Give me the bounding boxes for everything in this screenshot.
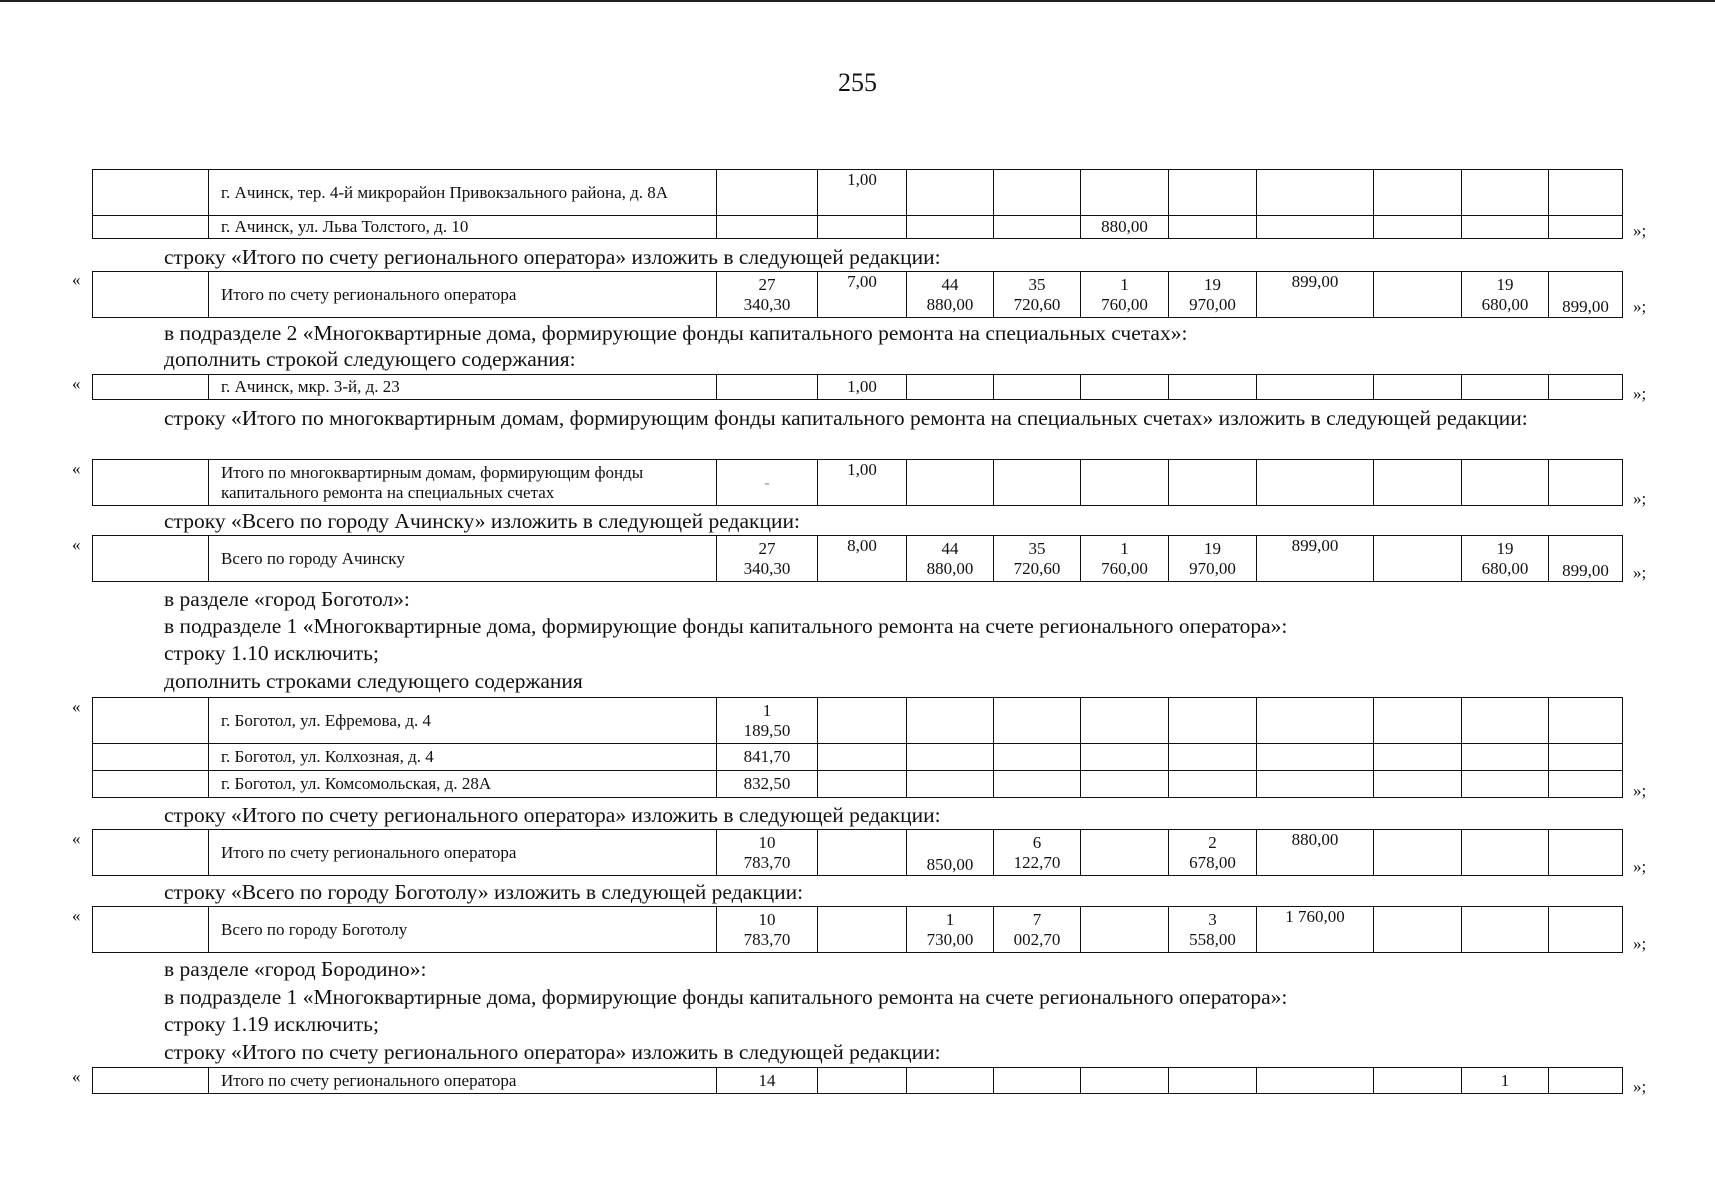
value-cell: 899,00 xyxy=(1549,536,1623,582)
table-total-achinsk xyxy=(92,535,1623,582)
value-cell: 44 xyxy=(941,274,959,294)
value-cell: 1 xyxy=(1462,1068,1549,1094)
open-quote-mark: « xyxy=(72,829,81,848)
row-label: Итого по счету регионального оператора xyxy=(209,272,717,318)
table-row xyxy=(93,375,1623,400)
address-cell: г. Ачинск, ул. Льва Толстого, д. 10 xyxy=(209,216,717,239)
value-cell: 44 xyxy=(941,538,959,558)
value-cell: 35 xyxy=(1028,538,1046,558)
value-cell: 2 xyxy=(1208,832,1217,852)
value-cell: 10 xyxy=(758,909,776,929)
value-cell: 27 xyxy=(758,274,776,294)
text-line: строку 1.19 исключить; xyxy=(164,1012,379,1036)
value-cell: 899,00 xyxy=(1549,272,1623,318)
page-number: 255 xyxy=(838,68,877,97)
value-cell: 10 xyxy=(758,832,776,852)
text-line: строку 1.10 исключить; xyxy=(164,641,379,665)
value-cell: 1 760,00 xyxy=(1257,907,1374,953)
text-line: в подразделе 2 «Многоквартирные дома, формирующие фонды капитального ремонта на специальных счетах»: xyxy=(164,321,1188,345)
open-quote-mark: « xyxy=(72,535,81,554)
value-cell: 680,00 xyxy=(1481,294,1529,314)
value-cell: 783,70 xyxy=(743,929,791,949)
table-row xyxy=(93,170,1623,216)
row-label: Итого по многоквартирным домам, формирующим фонды капитального ремонта на специальных счетах xyxy=(209,460,717,506)
text-line: строку «Всего по городу Ачинску» изложить в следующей редакции: xyxy=(164,509,800,533)
close-quote-mark: »; xyxy=(1633,1077,1647,1096)
value-cell: 783,70 xyxy=(743,852,791,872)
table-bogotol-total-regional xyxy=(92,829,1623,876)
close-quote-mark: »; xyxy=(1633,934,1647,953)
text-line: в разделе «город Бородино»: xyxy=(164,957,427,981)
text-line: дополнить строками следующего содержания xyxy=(164,669,583,693)
value-cell: 558,00 xyxy=(1189,929,1236,949)
value-cell: 720,60 xyxy=(1013,558,1061,578)
row-label: Всего по городу Ачинску xyxy=(209,536,717,582)
value-cell: 880,00 xyxy=(1257,830,1374,876)
value-cell: 3 xyxy=(1208,909,1217,929)
value-cell: 19 xyxy=(1496,538,1514,558)
value-cell: 340,30 xyxy=(743,558,791,578)
address-cell: г. Боготол, ул. Комсомольская, д. 28А xyxy=(209,771,717,798)
row-label: Всего по городу Боготолу xyxy=(209,907,717,953)
value-cell: 27 xyxy=(758,538,776,558)
value-cell: 899,00 xyxy=(1257,272,1374,318)
address-cell: г. Ачинск, тер. 4-й микрорайон Привокзального района, д. 8А xyxy=(209,170,717,216)
table-row xyxy=(93,744,1623,771)
table-row xyxy=(93,698,1623,744)
address-cell: г. Боготол, ул. Колхозная, д. 4 xyxy=(209,744,717,771)
value-cell: 35 xyxy=(1028,274,1046,294)
text-line: строку «Всего по городу Боготолу» изложить в следующей редакции: xyxy=(164,880,804,904)
value-cell: 970,00 xyxy=(1189,294,1236,314)
text-line: в подразделе 1 «Многоквартирные дома, формирующие фонды капитального ремонта на счете регионального оператора»: xyxy=(164,614,1288,638)
table-achinsk-mkr3 xyxy=(92,374,1623,400)
open-quote-mark: « xyxy=(72,697,81,716)
value-cell: 850,00 xyxy=(907,830,994,876)
value-cell: 14 xyxy=(717,1068,818,1094)
value-cell: 678,00 xyxy=(1189,852,1236,872)
value-cell: 7,00 xyxy=(818,272,907,318)
close-quote-mark: »; xyxy=(1633,563,1647,582)
text-line: в разделе «город Боготол»: xyxy=(164,587,410,611)
value-cell: 880,00 xyxy=(926,558,974,578)
value-cell: 880,00 xyxy=(926,294,974,314)
value-cell: 1,00 xyxy=(818,170,907,216)
value-cell: 19 xyxy=(1204,274,1221,294)
value-cell: 189,50 xyxy=(743,720,791,740)
value-cell: 1 xyxy=(762,700,772,720)
table-row xyxy=(93,272,1623,318)
text-line: строку «Итого по счету регионального оператора» изложить в следующей редакции: xyxy=(164,1040,941,1064)
value-cell: 340,30 xyxy=(743,294,791,314)
value-cell: 970,00 xyxy=(1189,558,1236,578)
value-cell: 841,70 xyxy=(717,744,818,771)
value-cell: 8,00 xyxy=(818,536,907,582)
text-line: строку «Итого по счету регионального оператора» изложить в следующей редакции: xyxy=(164,803,941,827)
close-quote-mark: »; xyxy=(1633,384,1647,403)
text-line: дополнить строкой следующего содержания: xyxy=(164,347,576,371)
table-achinsk-rows xyxy=(92,169,1623,239)
value-cell: 760,00 xyxy=(1101,294,1148,314)
value-cell: 6 xyxy=(1032,832,1042,852)
value-cell: 760,00 xyxy=(1101,558,1148,578)
value-cell: - xyxy=(717,460,818,506)
value-cell: 680,00 xyxy=(1481,558,1529,578)
value-cell: 1 xyxy=(945,909,955,929)
value-cell: 122,70 xyxy=(1013,852,1061,872)
table-row xyxy=(93,830,1623,876)
value-cell: 832,50 xyxy=(717,771,818,798)
value-cell: 899,00 xyxy=(1257,536,1374,582)
table-total-regional-operator xyxy=(92,271,1623,318)
address-cell: г. Боготол, ул. Ефремова, д. 4 xyxy=(209,698,717,744)
value-cell: 1,00 xyxy=(818,375,907,400)
table-total-special-accounts xyxy=(92,459,1623,506)
open-quote-mark: « xyxy=(72,270,81,289)
table-bogotol-rows xyxy=(92,697,1623,798)
row-label: Итого по счету регионального оператора xyxy=(209,830,717,876)
table-borodino-total-regional xyxy=(92,1067,1623,1094)
table-row xyxy=(93,460,1623,506)
value-cell: 880,00 xyxy=(1081,216,1169,239)
value-cell: 1 xyxy=(1120,538,1129,558)
table-row xyxy=(93,771,1623,798)
close-quote-mark: »; xyxy=(1633,781,1647,800)
close-quote-mark: »; xyxy=(1633,221,1647,240)
address-cell: г. Ачинск, мкр. 3-й, д. 23 xyxy=(209,375,717,400)
value-cell: 1,00 xyxy=(818,460,907,506)
open-quote-mark: « xyxy=(72,459,81,478)
open-quote-mark: « xyxy=(72,906,81,925)
open-quote-mark: « xyxy=(72,1067,81,1086)
open-quote-mark: « xyxy=(72,374,81,393)
text-line: строку «Итого по счету регионального оператора» изложить в следующей редакции: xyxy=(164,245,941,269)
value-cell: 720,60 xyxy=(1013,294,1061,314)
value-cell: 7 xyxy=(1032,909,1042,929)
value-cell: 1 xyxy=(1120,274,1129,294)
table-row xyxy=(93,536,1623,582)
value-cell: 002,70 xyxy=(1013,929,1061,949)
table-total-bogotol xyxy=(92,906,1623,953)
close-quote-mark: »; xyxy=(1633,857,1647,876)
value-cell: 19 xyxy=(1204,538,1221,558)
table-row xyxy=(93,907,1623,953)
text-line: в подразделе 1 «Многоквартирные дома, формирующие фонды капитального ремонта на счете регионального оператора»: xyxy=(164,985,1288,1009)
value-cell: 730,00 xyxy=(926,929,974,949)
value-cell: 19 xyxy=(1496,274,1514,294)
page-top-border xyxy=(0,0,1715,2)
close-quote-mark: »; xyxy=(1633,489,1647,508)
row-label: Итого по счету регионального оператора xyxy=(209,1068,717,1094)
table-row xyxy=(93,1068,1623,1094)
close-quote-mark: »; xyxy=(1633,297,1647,316)
text-paragraph: строку «Итого по многоквартирным домам, формирующим фонды капитального ремонта на специальных счетах» изложить в следующей редакции: xyxy=(164,406,1528,430)
table-row xyxy=(93,216,1623,239)
